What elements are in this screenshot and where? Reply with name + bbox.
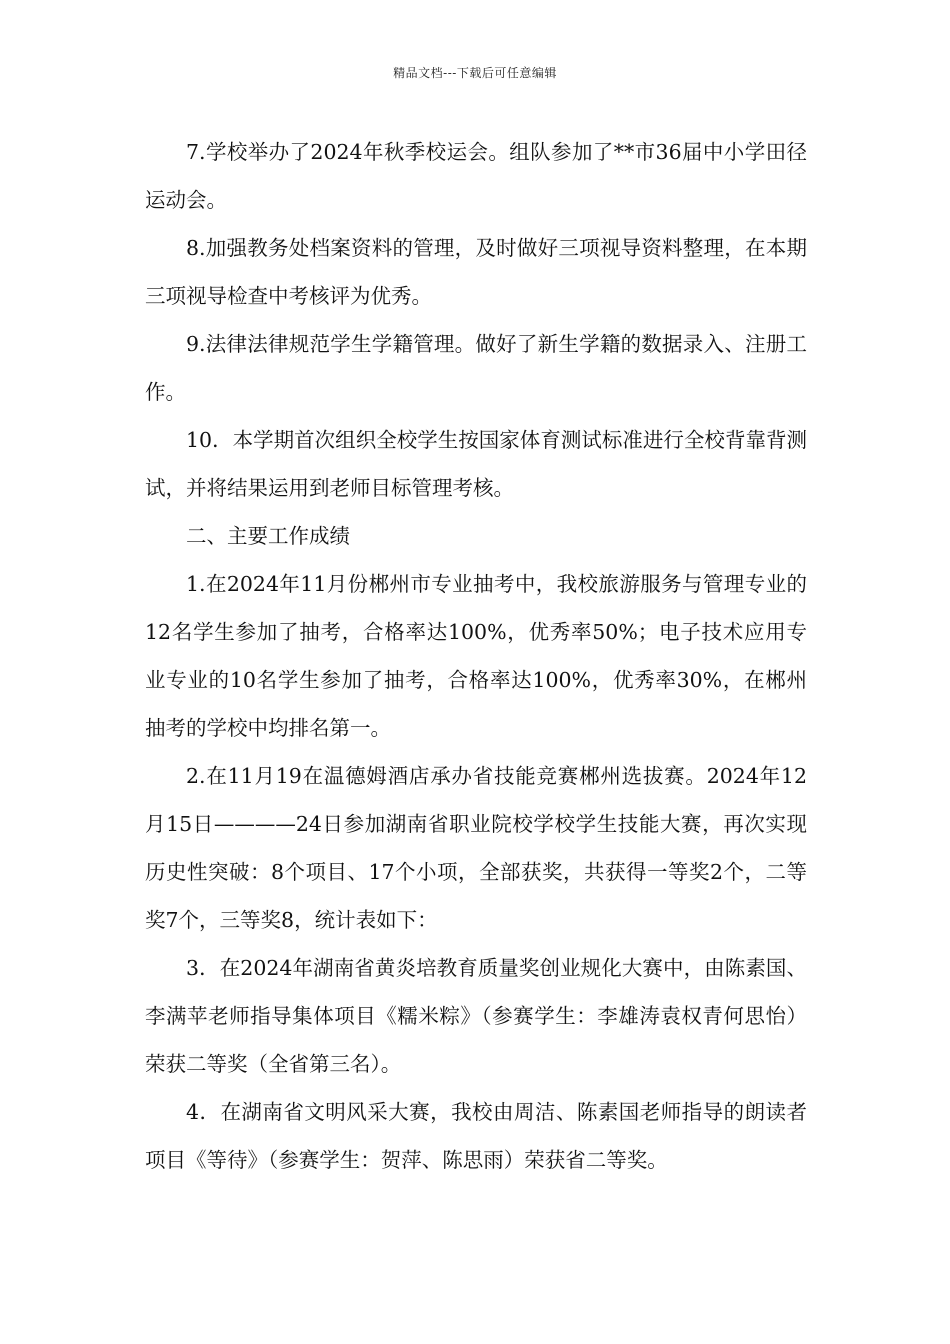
paragraph-item-9: 9.法律法律规范学生学籍管理。做好了新生学籍的数据录入、注册工作。 [145, 332, 807, 404]
achievement-item-4: 4．在湖南省文明风采大赛，我校由周洁、陈素国老师指导的朗读者项目《等待》（参赛学生：贺萍、陈思雨）荣获省二等奖。 [145, 1100, 807, 1172]
achievement-item-2: 2.在11月19在温德姆酒店承办省技能竞赛郴州选拔赛。2024年12月15日————24日参加湖南省职业院校学校学生技能大赛，再次实现历史性突破：8个项目、17个小项，全部获奖，共获得一等奖2个，二等奖7个，三等奖8，统计表如下： [145, 764, 807, 932]
section-heading-achievements: 二、主要工作成绩 [186, 524, 350, 548]
page-header: 精品文档---下载后可任意编辑 [393, 66, 557, 80]
paragraph-item-7: 7.学校举办了2024年秋季校运会。组队参加了**市36届中小学田径运动会。 [145, 140, 807, 212]
achievement-item-3: 3．在2024年湖南省黄炎培教育质量奖创业规化大赛中，由陈素国、李满苹老师指导集体项目《糯米粽》（参赛学生：李雄涛袁权青何思怡）荣获二等奖（全省第三名）。 [145, 956, 807, 1076]
paragraph-item-8: 8.加强教务处档案资料的管理，及时做好三项视导资料整理，在本期三项视导检查中考核评为优秀。 [145, 236, 807, 308]
achievement-item-1: 1.在2024年11月份郴州市专业抽考中，我校旅游服务与管理专业的12名学生参加了抽考，合格率达100%，优秀率50%；电子技术应用专业专业的10名学生参加了抽考，合格率达100%，优秀率30%，在郴州抽考的学校中均排名第一。 [145, 572, 807, 740]
document-body [145, 128, 807, 1184]
paragraph-item-10: 10．本学期首次组织全校学生按国家体育测试标准进行全校背靠背测试，并将结果运用到老师目标管理考核。 [145, 428, 807, 500]
